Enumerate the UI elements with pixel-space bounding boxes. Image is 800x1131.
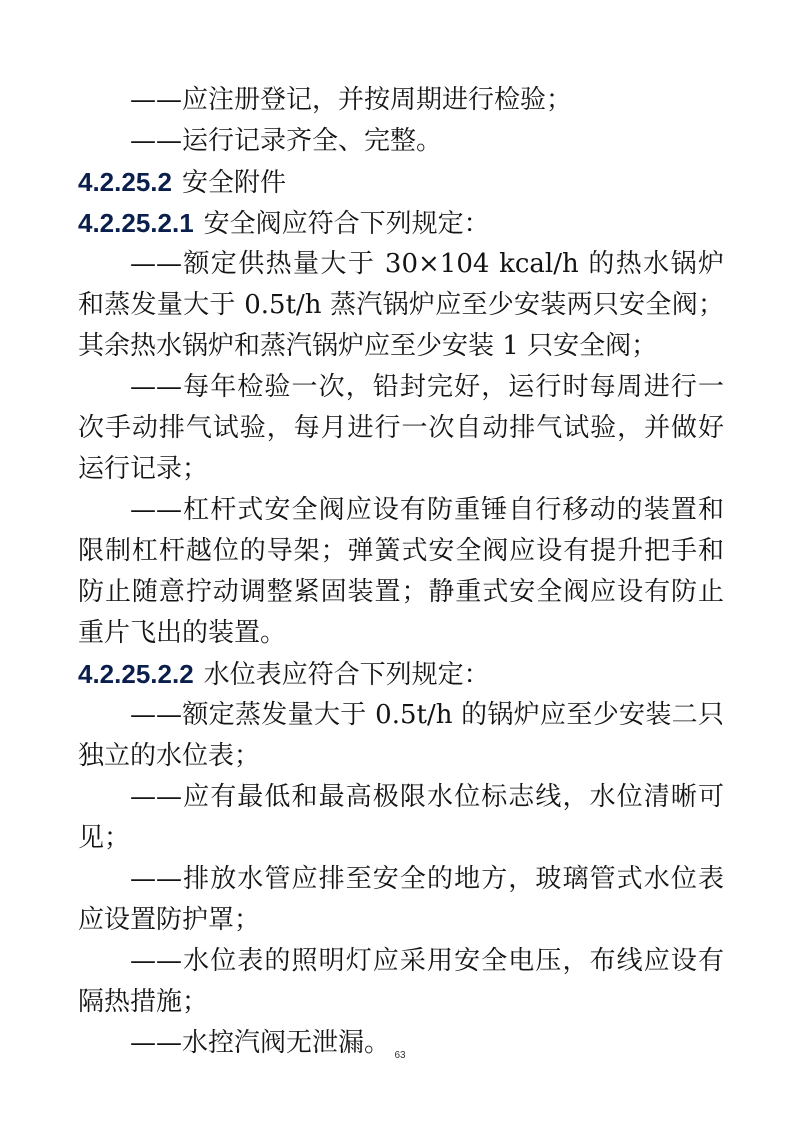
section-number: 4.2.25.2.1 [78, 208, 194, 238]
subsection-heading [78, 203, 738, 245]
section-heading [78, 162, 738, 204]
list-item: ——应有最低和最高极限水位标志线，水位清晰可见； [78, 782, 724, 853]
page-number: 63 [394, 1050, 406, 1061]
section-number: 4.2.25.2 [78, 167, 172, 197]
list-item: ——每年检验一次，铅封完好，运行时每周进行一次手动排气试验，每月进行一次自动排气试验，并做好运行记录； [78, 372, 724, 484]
list-item: ——额定蒸发量大于 0.5t/h 的锅炉应至少安装二只独立的水位表； [78, 700, 724, 771]
section-title: 安全阀应符合下列规定： [203, 209, 490, 239]
section-number: 4.2.25.2.2 [78, 659, 194, 689]
list-item: ——额定供热量大于 30×104 kcal/h 的热水锅炉和蒸发量大于 0.5t/h 蒸汽锅炉应至少安装两只安全阀；其余热水锅炉和蒸汽锅炉应至少安装 1 只安全阀； [78, 249, 724, 361]
section-title: 安全附件 [181, 168, 286, 198]
list-item: ——排放水管应排至安全的地方，玻璃管式水位表应设置防护罩； [78, 864, 724, 935]
list-item: ——杠杆式安全阀应设有防重锤自行移动的装置和限制杠杆越位的导架；弹簧式安全阀应设有提升把手和防止随意拧动调整紧固装置；静重式安全阀应设有防止重片飞出的装置。 [78, 495, 724, 648]
list-item: ——运行记录齐全、完整。 [130, 126, 443, 156]
list-item: ——水位表的照明灯应采用安全电压，布线应设有隔热措施； [78, 946, 724, 1017]
section-title: 水位表应符合下列规定： [203, 660, 490, 690]
list-item: ——水控汽阀无泄漏。 [130, 1028, 391, 1058]
list-item: ——应注册登记，并按周期进行检验； [130, 85, 573, 115]
subsection-heading [78, 654, 738, 696]
